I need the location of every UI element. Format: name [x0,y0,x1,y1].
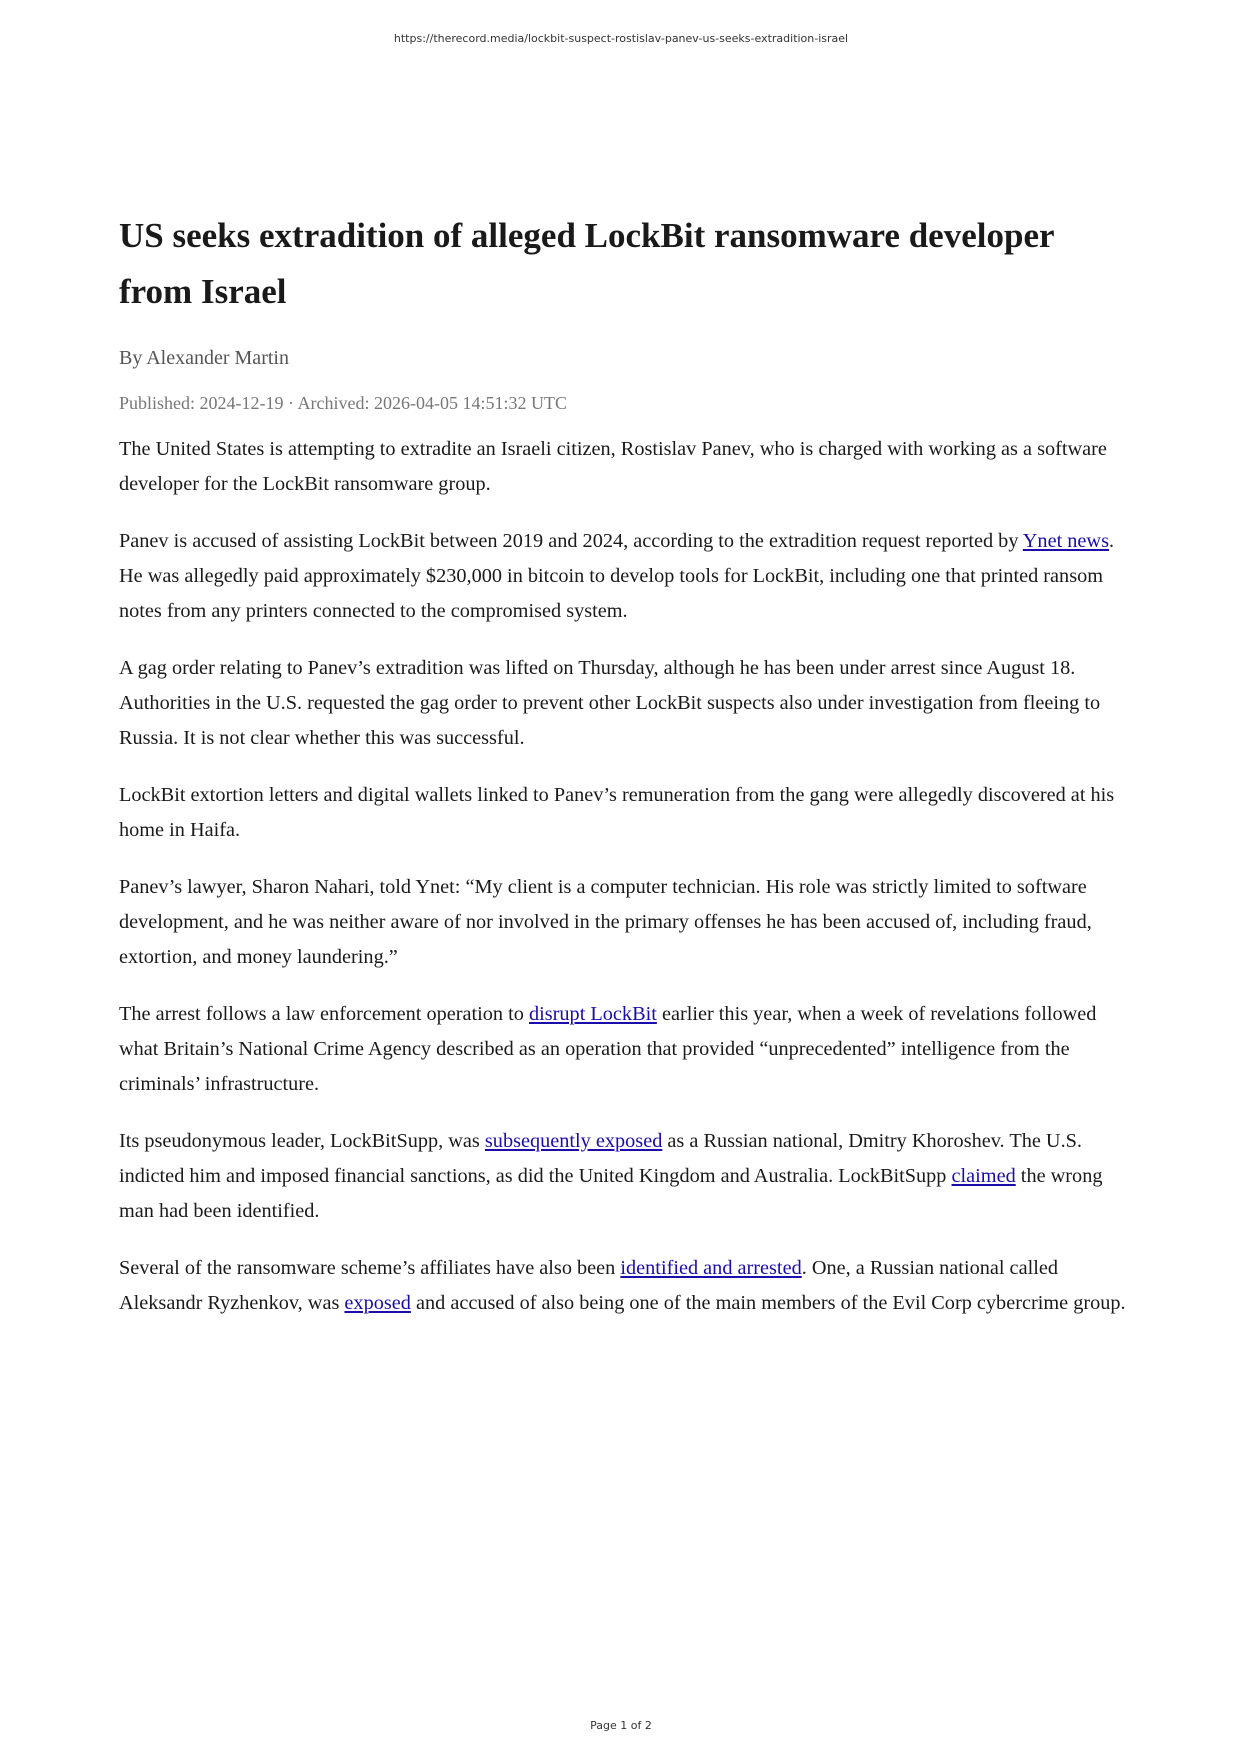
page-url: https://therecord.media/lockbit-suspect-rostislav-panev-us-seeks-extradition-israel [393,32,849,45]
article-body [119,432,1129,1321]
paragraph-text: Panev is accused of assisting LockBit between 2019 and 2024, according to the extradition request reported by [119,530,1023,552]
link-identified-and-arrested[interactable]: identified and arrested [620,1257,802,1279]
paragraph-text: as a Russian national, Dmitry Khoroshev. The U.S. indicted him and imposed financial sanctions, as did the United Kingdom and Australia. LockBitSupp [119,1130,1083,1187]
paragraph-text: LockBit extortion letters and digital wallets linked to Panev’s remuneration from the gang were allegedly discovered at his home in Haifa. [119,784,1115,841]
paragraph-text: Several of the ransomware scheme’s affiliates have also been [119,1257,621,1279]
paragraph-2 [119,524,1129,629]
article-title: US seeks extradition of alleged LockBit ransomware developer from Israel [119,216,1054,311]
page-number: Page 1 of 2 [590,1719,652,1732]
paragraph-text: The United States is attempting to extradite an Israeli citizen, Rostislav Panev, who is charged with working as a software developer for the LockBit ransomware group. [119,438,1107,495]
paragraph-text: and accused of also being one of the main members of the Evil Corp cybercrime group. [410,1292,1126,1314]
article-byline: By Alexander Martin [119,347,289,369]
paragraph-7 [119,1124,1129,1229]
paragraph-1 [119,432,1129,502]
paragraph-6 [119,997,1129,1102]
paragraph-text: Its pseudonymous leader, LockBitSupp, was [119,1130,485,1152]
paragraph-text: earlier this year, when a week of revelations followed what Britain’s National Crime Agency described as an operation that provided “unprecedented” intelligence from the criminals’ infrastructure. [119,1003,1097,1095]
paragraph-text: Panev’s lawyer, Sharon Nahari, told Ynet: “My client is a computer technician. His role was strictly limited to software development, and he was neither aware of nor involved in the primary offenses he has been accused of, including fraud, extortion, and money laundering.” [119,876,1092,968]
paragraph-5 [119,870,1129,975]
paragraph-text: the wrong man had been identified. [119,1165,1103,1222]
link-subsequently-exposed[interactable]: subsequently exposed [484,1130,663,1152]
article [119,208,1129,1343]
paragraph-text: . One, a Russian national called Aleksandr Ryzhenkov, was [119,1257,1058,1314]
link-exposed[interactable]: exposed [344,1292,411,1314]
link-claimed[interactable]: claimed [951,1165,1016,1187]
paragraph-text: . He was allegedly paid approximately $230,000 in bitcoin to develop tools for LockBit, including one that printed ransom notes from any printers connected to the compromised system. [119,530,1115,622]
paragraph-8 [119,1251,1129,1321]
article-meta: Published: 2024-12-19 · Archived: 2026-04-05 14:51:32 UTC [119,393,567,413]
link-ynet-news[interactable]: Ynet news [1022,530,1109,552]
link-disrupt-lockbit[interactable]: disrupt LockBit [528,1003,657,1025]
paragraph-text: A gag order relating to Panev’s extradition was lifted on Thursday, although he has been under arrest since August 18. Authorities in the U.S. requested the gag order to prevent other LockBit suspects also under investigation from fleeing to Russia. It is not clear whether this was successful. [119,657,1101,749]
paragraph-4 [119,778,1129,848]
paragraph-text: The arrest follows a law enforcement operation to [119,1003,529,1025]
paragraph-3 [119,651,1129,756]
